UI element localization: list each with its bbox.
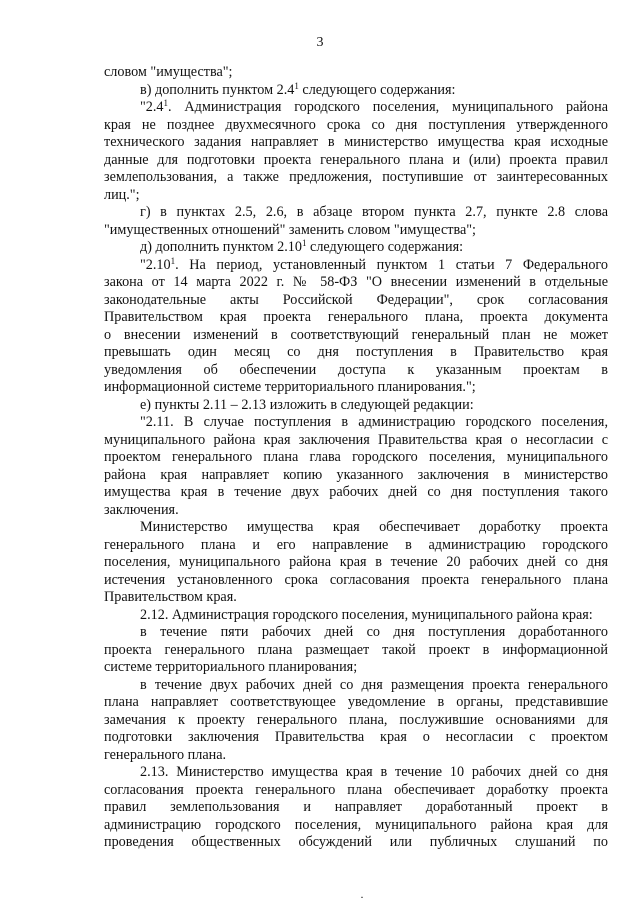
text-line (104, 712, 608, 730)
text-line (104, 99, 608, 117)
text-line (104, 554, 608, 572)
text-run: истечения установленного срока согласования проекта генерального плана (104, 571, 608, 588)
text-line (104, 222, 608, 240)
text-run: проектом генерального плана глава городского поселения, муниципального (104, 449, 608, 465)
text-line (104, 257, 608, 275)
text-run: плана направляет соответствующее уведомление в органы, представившие (104, 694, 608, 710)
text-run: генерального плана и его направление в администрацию городского (104, 536, 608, 553)
text-run: замечания к проекту генерального плана, послужившие основаниями для (104, 711, 608, 728)
text-run: Министерство имущества края обеспечивает доработку проекта (140, 519, 608, 535)
text-run: 2.12. Администрация городского поселения, муниципального района края: (140, 606, 593, 623)
text-run: Правительством края проекта генерального плана, проекта документа (104, 309, 608, 325)
text-run: согласования проекта генерального плана обеспечивает доработку проекта (104, 781, 608, 798)
text-run: е) пункты 2.11 – 2.13 изложить в следующей редакции: (140, 396, 474, 413)
text-run: данные для подготовки проекта генерального плана и (или) проекта правил (104, 151, 608, 168)
text-line (104, 537, 608, 555)
text-run: законодательные акты Российской Федерации", срок согласования (104, 291, 608, 308)
text-run: администрацию городского поселения, муниципального района края для (104, 816, 608, 833)
text-line (104, 239, 608, 257)
text-run: системе территориального планирования; (104, 659, 358, 675)
text-run: Правительством края. (104, 589, 237, 605)
text-run: о внесении изменений в соответствующий генеральный план не может (104, 326, 608, 343)
text-line (104, 327, 608, 345)
text-line (104, 519, 608, 537)
text-line (104, 659, 608, 677)
text-run: "2.11. В случае поступления в администрацию городского поселения, (140, 414, 608, 430)
text-run: в течение двух рабочих дней со дня размещения проекта генерального (140, 676, 608, 693)
text-run: проекта генерального плана размещает такой проект в информационной (104, 641, 608, 658)
text-line (104, 642, 608, 660)
text-line (104, 134, 608, 152)
text-line (104, 729, 608, 747)
text-run: превышать один месяц со дня поступления в Правительство края (104, 344, 608, 360)
text-run: генерального плана. (104, 746, 227, 763)
text-line (104, 169, 608, 187)
text-run: проведения общественных обсуждений или публичных слушаний по (104, 834, 608, 850)
text-run: 2.13. Министерство имущества края в течение 10 рабочих дней со дня (140, 764, 608, 780)
text-line (104, 607, 608, 625)
text-run: правил землепользования и направляет доработанный проект в (104, 799, 608, 815)
text-line (104, 502, 608, 520)
superscript: 1 (163, 98, 169, 108)
document-body (104, 64, 608, 852)
text-run: следующего содержания: (306, 239, 464, 255)
text-run: г) в пунктах 2.5, 2.6, в абзаце втором пункта 2.7, пункте 2.8 слова (140, 204, 608, 220)
text-line (104, 764, 608, 782)
text-run: имущества края в течение двух рабочих дней со дня поступления такого (104, 484, 608, 500)
text-run: подготовки заключения Правительства края о несогласии с проектом (104, 729, 608, 745)
text-line (104, 449, 608, 467)
text-run: уведомления об обеспечении доступа к указанным проектам в (104, 361, 608, 378)
text-line (104, 82, 608, 100)
text-line (104, 292, 608, 310)
superscript: 1 (170, 255, 176, 266)
text-run: края не позднее двухмесячного срока со дня поступления утвержденного (104, 116, 608, 133)
text-run: заключения. (104, 501, 179, 518)
superscript: 1 (294, 80, 299, 91)
text-line (104, 817, 608, 835)
text-line (104, 432, 608, 450)
text-line (104, 624, 608, 642)
text-run: землепользования, а также предложения, поступившие от заинтересованных (104, 169, 608, 185)
superscript: 1 (301, 238, 307, 248)
page-number: 3 (316, 35, 324, 50)
text-line (104, 414, 608, 432)
text-line (104, 204, 608, 222)
footer-mark: · (360, 890, 364, 904)
text-line (104, 64, 608, 82)
text-line (104, 362, 608, 380)
text-line (104, 397, 608, 415)
text-run: д) дополнить пунктом 2.10 (140, 239, 302, 255)
text-run: . На период, установленный пунктом 1 статьи 7 Федерального (175, 256, 608, 273)
text-run: технического задания направляет в министерство имущества края исходные (104, 134, 608, 150)
text-run: информационной системе территориального планирования."; (104, 379, 476, 395)
text-run: района края направляет копию указанного заключения в министерство (104, 466, 608, 483)
text-run: в) дополнить пунктом 2.4 (140, 81, 295, 98)
text-run: лиц."; (104, 186, 140, 203)
text-run: закона от 14 марта 2022 г. № 58-ФЗ "О внесении изменений в отдельные (104, 274, 608, 290)
text-run: . Администрация городского поселения, муниципального района (168, 99, 608, 115)
text-run: словом "имущества"; (104, 64, 233, 80)
text-line (104, 572, 608, 590)
text-line (104, 274, 608, 292)
text-run: "2.10 (140, 256, 171, 273)
text-line (104, 747, 608, 765)
text-line (104, 834, 608, 852)
text-line (104, 589, 608, 607)
text-line (104, 782, 608, 800)
text-line (104, 379, 608, 397)
text-run: поселения, муниципального района края в течение 20 рабочих дней со дня (104, 554, 608, 570)
text-run: следующего содержания: (298, 81, 456, 98)
text-run: в течение пяти рабочих дней со дня поступления доработанного (140, 624, 608, 640)
text-line (104, 467, 608, 485)
text-line (104, 152, 608, 170)
text-line (104, 117, 608, 135)
text-line (104, 484, 608, 502)
text-line (104, 309, 608, 327)
text-run: муниципального района края заключения Правительства края о несогласии с (104, 431, 608, 448)
text-run: "2.4 (140, 99, 164, 115)
text-line (104, 799, 608, 817)
text-line (104, 187, 608, 205)
text-line (104, 344, 608, 362)
text-line (104, 677, 608, 695)
text-run: "имущественных отношений" заменить словом "имущества"; (104, 221, 476, 238)
text-line (104, 694, 608, 712)
